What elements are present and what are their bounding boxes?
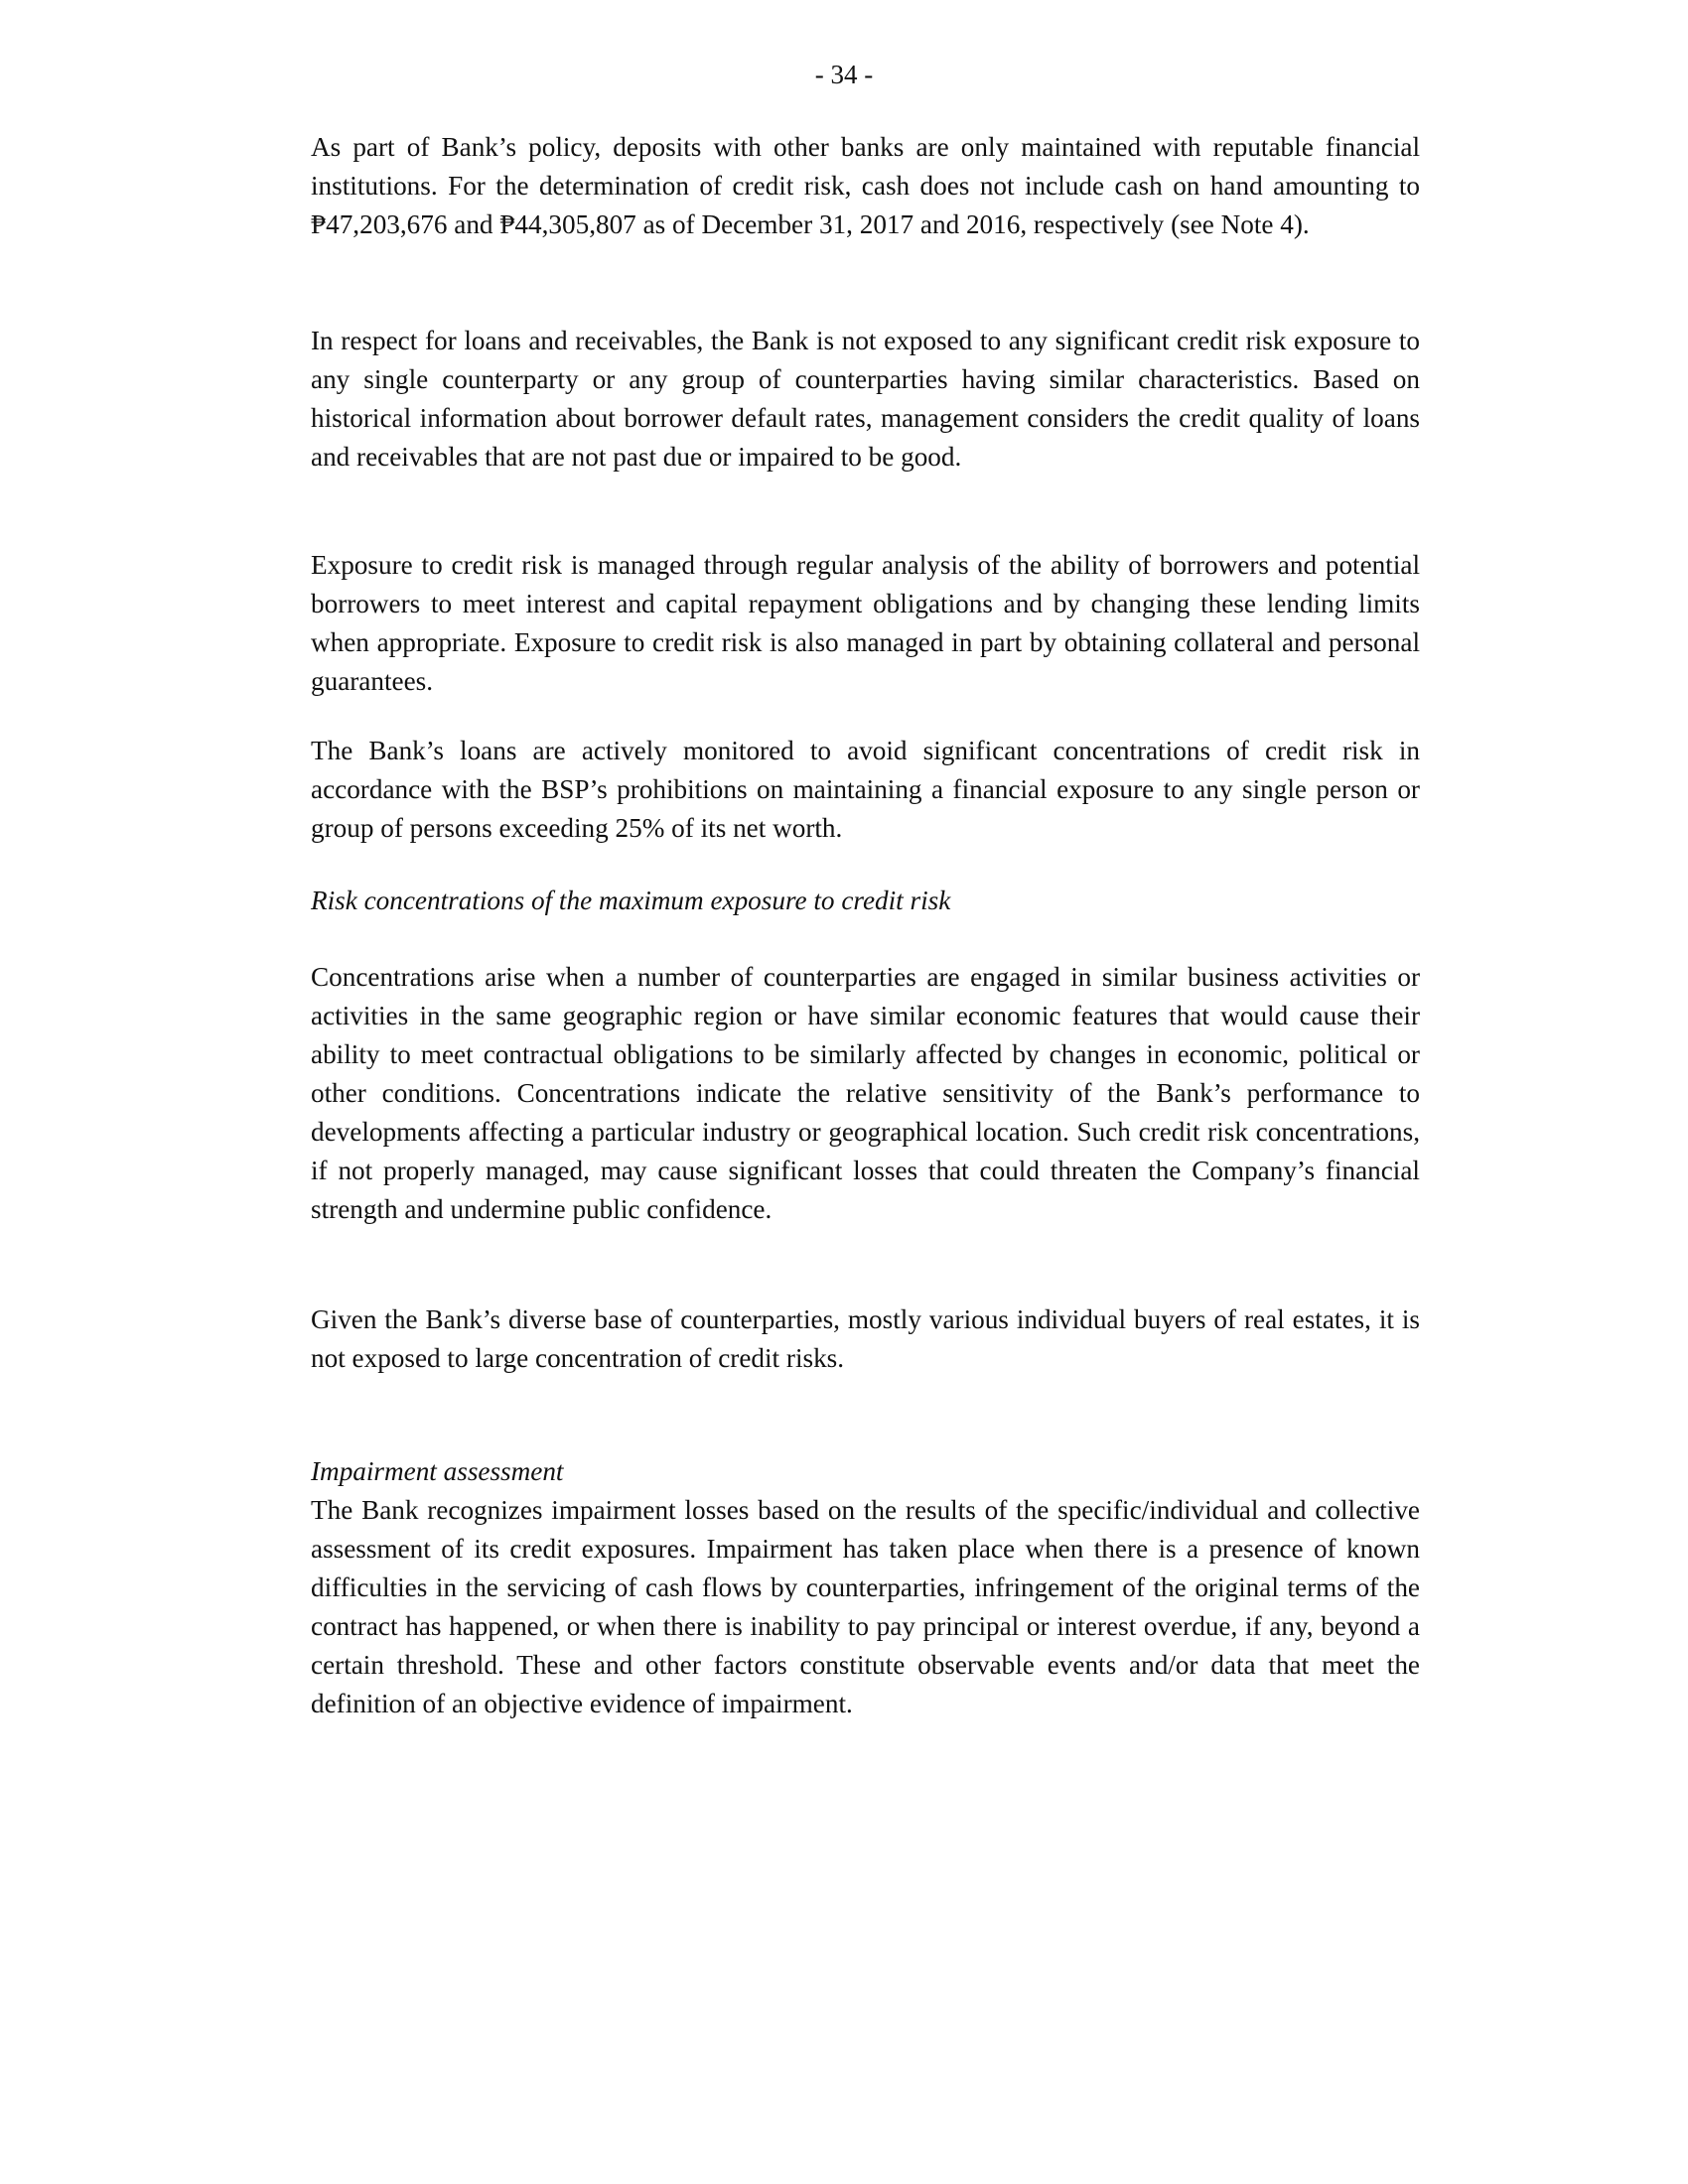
page-number: - 34 - — [814, 60, 874, 89]
heading-risk-concentrations: Risk concentrations of the maximum exposure to credit risk — [311, 886, 951, 915]
heading-impairment-assessment: Impairment assessment — [311, 1456, 564, 1486]
paragraph-impairment: The Bank recognizes impairment losses based on the results of the specific/individual and collective assessment of its credit exposures. Impairment has taken place when there is a presence of known difficulties in the servicing of cash flows by counterparties, infringement of the original terms of the contract has happened, or when there is inability to pay principal or interest overdue, if any, beyond a certain threshold. These and other factors constitute observable events and/or data that meet the definition of an objective evidence of impairment. — [311, 1495, 1420, 1718]
paragraph-loans-receivables: In respect for loans and receivables, the Bank is not exposed to any significant credit risk exposure to any single counterparty or any group of counterparties having similar characteristics. Based on historical information about borrower default rates, management considers the credit quality of loans and receivables that are not past due or impaired to be good. — [311, 326, 1420, 472]
paragraph-deposits-policy: As part of Bank’s policy, deposits with other banks are only maintained with reputable financial institutions. For the determination of credit risk, cash does not include cash on hand amounting to ₱47,203,676 and ₱44,305,807 as of December 31, 2017 and 2016, respectively (see Note 4). — [311, 132, 1420, 239]
paragraph-credit-risk-management: Exposure to credit risk is managed through regular analysis of the ability of borrowers and potential borrowers to meet interest and capital repayment obligations and by changing these lending limits when appropriate. Exposure to credit risk is also managed in part by obtaining collateral and personal guarantees. — [311, 550, 1420, 696]
paragraph-concentrations: Concentrations arise when a number of counterparties are engaged in similar business activities or activities in the same geographic region or have similar economic features that would cause their ability to meet contractual obligations to be similarly affected by changes in economic, political or other conditions. Concentrations indicate the relative sensitivity of the Bank’s performance to developments affecting a particular industry or geographical location. Such credit risk concentrations, if not properly managed, may cause significant losses that could threaten the Company’s financial strength and undermine public confidence. — [311, 962, 1420, 1224]
paragraph-loan-monitoring: The Bank’s loans are actively monitored to avoid significant concentrations of credit risk in accordance with the BSP’s prohibitions on maintaining a financial exposure to any single person or group of persons exceeding 25% of its net worth. — [311, 736, 1420, 843]
paragraph-diverse-base: Given the Bank’s diverse base of counterparties, mostly various individual buyers of real estates, it is not exposed to large concentration of credit risks. — [311, 1304, 1420, 1373]
